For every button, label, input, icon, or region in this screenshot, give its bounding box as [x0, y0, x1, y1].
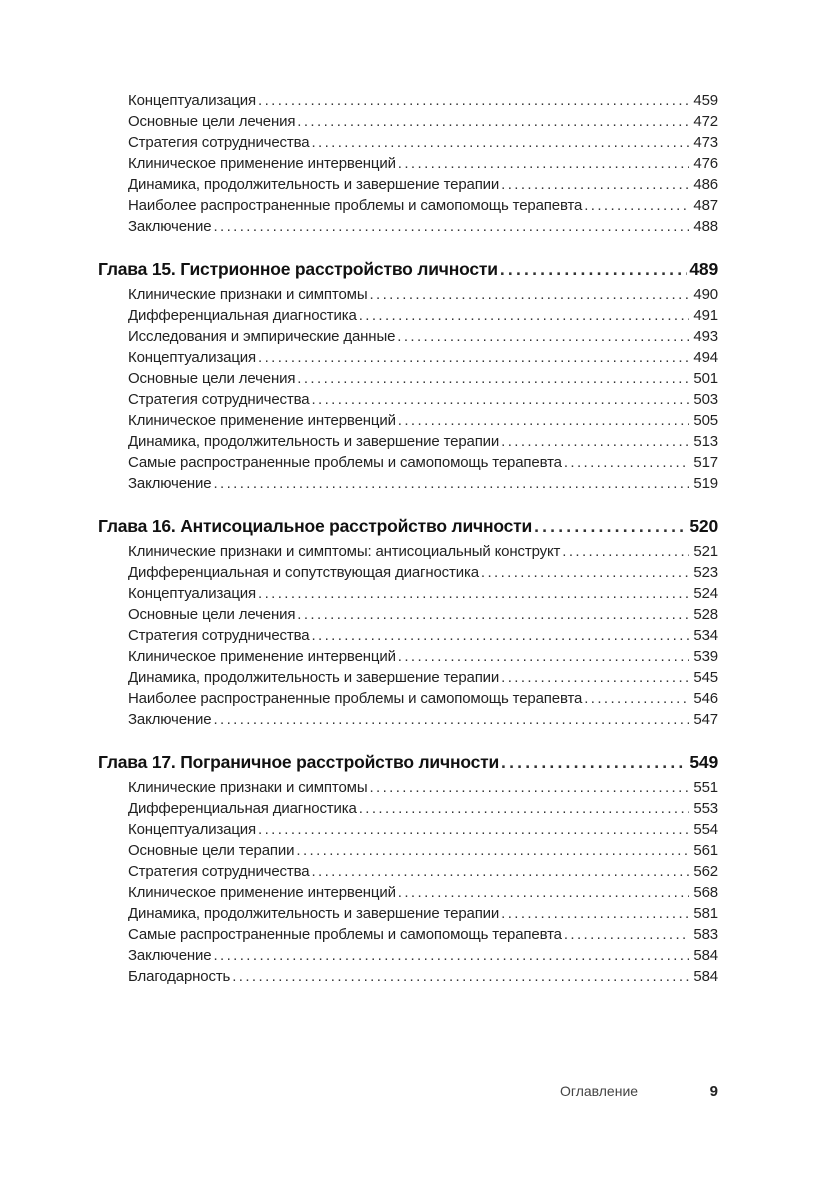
toc-entry-title: Клиническое применение интервенций	[128, 884, 396, 901]
dot-leader	[296, 840, 689, 861]
dot-leader	[398, 410, 690, 431]
dot-leader	[213, 216, 689, 237]
toc-entry-page-number: 503	[693, 391, 718, 408]
dot-leader	[311, 389, 689, 410]
dot-leader	[258, 583, 689, 604]
toc-entry-page-number: 487	[693, 197, 718, 214]
dot-leader	[359, 305, 690, 326]
toc-entry-page-number: 521	[693, 543, 718, 560]
dot-leader	[311, 861, 689, 882]
toc-entry[interactable]	[98, 840, 718, 861]
toc-entry-title: Дифференциальная диагностика	[128, 307, 357, 324]
toc-entry[interactable]	[98, 368, 718, 389]
dot-leader	[369, 777, 689, 798]
page-number: 9	[709, 1083, 718, 1100]
toc-entry-page-number: 523	[693, 564, 718, 581]
dot-leader	[369, 284, 689, 305]
toc-entry-title: Основные цели лечения	[128, 113, 296, 130]
toc-entry-page-number: 528	[693, 606, 718, 623]
toc-entry[interactable]	[98, 709, 718, 730]
toc-entry-title: Концептуализация	[128, 92, 257, 109]
toc-entry-page-number: 513	[693, 433, 718, 450]
dot-leader	[311, 132, 689, 153]
toc-entry-title: Наиболее распространенные проблемы и самопомощь терапевта	[128, 690, 583, 707]
toc-entry[interactable]	[98, 945, 718, 966]
dot-leader	[481, 562, 690, 583]
toc-entry[interactable]	[98, 583, 718, 604]
chapter-heading-title: Глава 16. Антисоциальное расстройство личности	[98, 516, 533, 536]
toc-entry-title: Самые распространенные проблемы и самопомощь терапевта	[128, 454, 562, 471]
toc-entry[interactable]	[98, 410, 718, 431]
toc-entry[interactable]	[98, 882, 718, 903]
chapter-heading-title: Глава 17. Пограничное расстройство личности	[98, 752, 500, 772]
toc-entry-title: Клинические признаки и симптомы: антисоциальный конструкт	[128, 543, 561, 560]
dot-leader	[584, 195, 689, 216]
toc-entry-page-number: 501	[693, 370, 718, 387]
toc-entry-page-number: 519	[693, 475, 718, 492]
toc-entry-title: Заключение	[128, 475, 212, 492]
toc-entry-title: Динамика, продолжительность и завершение терапии	[128, 176, 500, 193]
toc-entry[interactable]	[98, 861, 718, 882]
toc-entry-page-number: 551	[693, 779, 718, 796]
toc-entry[interactable]	[98, 452, 718, 473]
toc-entry-title: Стратегия сотрудничества	[128, 863, 310, 880]
dot-leader	[534, 513, 687, 539]
toc-entry-title: Самые распространенные проблемы и самопомощь терапевта	[128, 926, 562, 943]
toc-entry-title: Основные цели лечения	[128, 370, 296, 387]
toc-entry[interactable]	[98, 111, 718, 132]
toc-entry[interactable]	[98, 562, 718, 583]
toc-entry-title: Дифференциальная и сопутствующая диагностика	[128, 564, 479, 581]
toc-entry[interactable]	[98, 174, 718, 195]
toc-entry-page-number: 505	[693, 412, 718, 429]
dot-leader	[213, 945, 689, 966]
toc-entry[interactable]	[98, 216, 718, 237]
dot-leader	[297, 604, 689, 625]
toc-entry-title: Заключение	[128, 711, 212, 728]
dot-leader	[584, 688, 689, 709]
toc-entry[interactable]	[98, 819, 718, 840]
toc-entry[interactable]	[98, 431, 718, 452]
dot-leader	[501, 431, 689, 452]
toc-entry-title: Клиническое применение интервенций	[128, 155, 396, 172]
toc-entry[interactable]	[98, 90, 718, 111]
chapter-heading[interactable]	[98, 749, 718, 775]
toc-entry-title: Наиболее распространенные проблемы и самопомощь терапевта	[128, 197, 583, 214]
running-footer-label: Оглавление	[560, 1083, 639, 1099]
dot-leader	[232, 966, 689, 987]
toc-entry-page-number: 581	[693, 905, 718, 922]
dot-leader	[213, 473, 689, 494]
dot-leader	[501, 903, 689, 924]
toc-entry-page-number: 584	[693, 947, 718, 964]
toc-entry-title: Динамика, продолжительность и завершение терапии	[128, 669, 500, 686]
toc-entry[interactable]	[98, 688, 718, 709]
toc-entry-page-number: 561	[693, 842, 718, 859]
toc-entry[interactable]	[98, 604, 718, 625]
dot-leader	[398, 646, 690, 667]
dot-leader	[297, 368, 689, 389]
dot-leader	[564, 924, 690, 945]
toc-entry-page-number: 568	[693, 884, 718, 901]
dot-leader	[297, 111, 689, 132]
toc-entry-title: Динамика, продолжительность и завершение терапии	[128, 433, 500, 450]
toc-entry-page-number: 488	[693, 218, 718, 235]
toc-entry-title: Основные цели лечения	[128, 606, 296, 623]
chapter-heading[interactable]	[98, 513, 718, 539]
toc-entry-page-number: 459	[693, 92, 718, 109]
toc-entry-page-number: 493	[693, 328, 718, 345]
dot-leader	[258, 347, 689, 368]
dot-leader	[562, 541, 689, 562]
toc-entry-page-number: 583	[693, 926, 718, 943]
dot-leader	[500, 256, 688, 282]
toc-entry-title: Клиническое применение интервенций	[128, 412, 396, 429]
chapter-heading[interactable]	[98, 256, 718, 282]
dot-leader	[501, 667, 689, 688]
toc-entry[interactable]	[98, 347, 718, 368]
chapter-heading-page-number: 520	[689, 516, 718, 536]
chapter-heading-title: Глава 15. Гистрионное расстройство личности	[98, 259, 498, 279]
toc-entry[interactable]	[98, 646, 718, 667]
toc-entry-page-number: 491	[693, 307, 718, 324]
toc-entry-title: Клиническое применение интервенций	[128, 648, 396, 665]
toc-entry[interactable]	[98, 195, 718, 216]
table-of-contents	[98, 90, 718, 987]
dot-leader	[213, 709, 689, 730]
toc-entry[interactable]	[98, 798, 718, 819]
toc-entry-page-number: 553	[693, 800, 718, 817]
toc-entry-page-number: 584	[693, 968, 718, 985]
toc-entry[interactable]	[98, 305, 718, 326]
toc-entry-title: Дифференциальная диагностика	[128, 800, 357, 817]
toc-entry[interactable]	[98, 473, 718, 494]
page-footer	[560, 1083, 718, 1100]
toc-entry-page-number: 554	[693, 821, 718, 838]
dot-leader	[501, 749, 687, 775]
chapter-section	[98, 513, 718, 730]
dot-leader	[359, 798, 690, 819]
toc-entry-title: Заключение	[128, 947, 212, 964]
toc-entry-title: Стратегия сотрудничества	[128, 134, 310, 151]
dot-leader	[258, 90, 689, 111]
toc-entry-page-number: 539	[693, 648, 718, 665]
toc-entry-page-number: 476	[693, 155, 718, 172]
toc-entry[interactable]	[98, 667, 718, 688]
dot-leader	[501, 174, 689, 195]
toc-entry[interactable]	[98, 966, 718, 987]
dot-leader	[397, 326, 689, 347]
toc-entry-title: Концептуализация	[128, 349, 257, 366]
toc-entry-page-number: 517	[693, 454, 718, 471]
toc-entry[interactable]	[98, 326, 718, 347]
toc-entry-page-number: 472	[693, 113, 718, 130]
toc-entry-title: Динамика, продолжительность и завершение терапии	[128, 905, 500, 922]
toc-entry-title: Концептуализация	[128, 585, 257, 602]
toc-entry[interactable]	[98, 153, 718, 174]
toc-continued-section	[98, 90, 718, 237]
toc-entry-page-number: 545	[693, 669, 718, 686]
toc-entry[interactable]	[98, 903, 718, 924]
dot-leader	[311, 625, 689, 646]
toc-entry-page-number: 534	[693, 627, 718, 644]
dot-leader	[398, 882, 690, 903]
toc-entry-page-number: 547	[693, 711, 718, 728]
toc-entry-page-number: 546	[693, 690, 718, 707]
toc-entry-page-number: 486	[693, 176, 718, 193]
toc-entry[interactable]	[98, 389, 718, 410]
chapter-section	[98, 256, 718, 494]
toc-entry-title: Основные цели терапии	[128, 842, 295, 859]
toc-entry-title: Клинические признаки и симптомы	[128, 779, 368, 796]
toc-entry-title: Исследования и эмпирические данные	[128, 328, 396, 345]
toc-entry-page-number: 562	[693, 863, 718, 880]
toc-entry-title: Концептуализация	[128, 821, 257, 838]
chapter-section	[98, 749, 718, 987]
dot-leader	[398, 153, 690, 174]
toc-entry-page-number: 524	[693, 585, 718, 602]
dot-leader	[564, 452, 690, 473]
toc-entry[interactable]	[98, 132, 718, 153]
toc-entry[interactable]	[98, 284, 718, 305]
toc-entry-page-number: 490	[693, 286, 718, 303]
toc-entry-title: Стратегия сотрудничества	[128, 391, 310, 408]
toc-entry[interactable]	[98, 924, 718, 945]
toc-entry-page-number: 494	[693, 349, 718, 366]
toc-entry[interactable]	[98, 777, 718, 798]
toc-entry-title: Заключение	[128, 218, 212, 235]
chapter-heading-page-number: 489	[689, 259, 718, 279]
toc-chapters	[98, 256, 718, 987]
toc-entry-page-number: 473	[693, 134, 718, 151]
toc-entry-title: Благодарность	[128, 968, 231, 985]
toc-entry[interactable]	[98, 625, 718, 646]
dot-leader	[258, 819, 689, 840]
chapter-heading-page-number: 549	[689, 752, 718, 772]
toc-entry-title: Клинические признаки и симптомы	[128, 286, 368, 303]
toc-entry-title: Стратегия сотрудничества	[128, 627, 310, 644]
toc-entry[interactable]	[98, 541, 718, 562]
